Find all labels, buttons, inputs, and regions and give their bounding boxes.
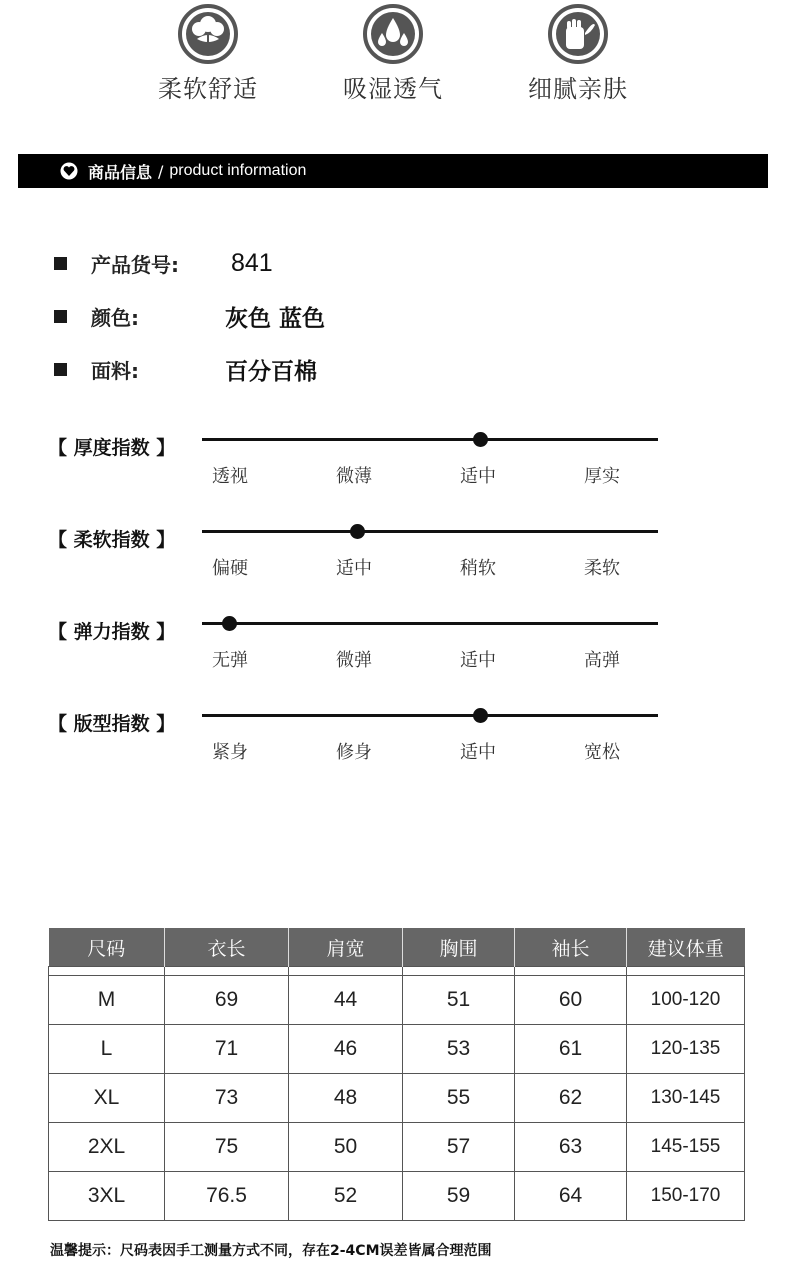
table-row: [49, 1074, 745, 1123]
bullet-square: [54, 257, 67, 270]
table-header-cell: 建议体重: [627, 928, 745, 967]
table-cell: 55: [403, 1074, 515, 1123]
table-cell: 63: [515, 1123, 627, 1172]
table-header-row: [49, 928, 745, 967]
bullet-square: [54, 363, 67, 376]
index-option: 柔软: [584, 558, 620, 579]
feature-breathable: [313, 0, 473, 104]
index-option: 稍软: [460, 558, 496, 579]
elasticity-index: [0, 622, 790, 682]
index-marker: [350, 524, 365, 539]
index-option: 高弹: [584, 650, 620, 671]
table-cell: 130-145: [627, 1074, 745, 1123]
table-header-cell: 衣长: [165, 928, 289, 967]
index-marker: [473, 432, 488, 447]
table-cell: 44: [289, 976, 403, 1025]
table-cell: 50: [289, 1123, 403, 1172]
water-drops-icon: [362, 3, 424, 65]
index-title: 【 柔软指数 】: [48, 529, 176, 551]
hand-leaf-icon: [547, 3, 609, 65]
spec-label: 颜色:: [91, 305, 139, 330]
table-cell: 69: [165, 976, 289, 1025]
feature-soft: [128, 0, 288, 104]
spec-label: 面料:: [91, 358, 139, 383]
table-cell: 46: [289, 1025, 403, 1074]
table-cell: 75: [165, 1123, 289, 1172]
index-option: 适中: [460, 466, 496, 487]
table-cell: L: [49, 1025, 165, 1074]
table-cell: 120-135: [627, 1025, 745, 1074]
table-cell: 59: [403, 1172, 515, 1221]
index-marker: [222, 616, 237, 631]
index-option: 紧身: [212, 742, 248, 763]
table-cell: 61: [515, 1025, 627, 1074]
index-option: 适中: [460, 650, 496, 671]
table-cell: 60: [515, 976, 627, 1025]
section-separator: /: [158, 161, 164, 181]
table-cell: 53: [403, 1025, 515, 1074]
table-cell: XL: [49, 1074, 165, 1123]
index-track: [202, 438, 658, 441]
thickness-index: [0, 438, 790, 498]
index-option: 宽松: [584, 742, 620, 763]
table-cell: 64: [515, 1172, 627, 1221]
feature-label: 细腻亲肤: [528, 75, 628, 103]
softness-index: [0, 530, 790, 590]
index-track: [202, 530, 658, 533]
table-cell: 73: [165, 1074, 289, 1123]
index-option: 适中: [336, 558, 372, 579]
index-title: 【 版型指数 】: [48, 713, 176, 735]
index-option: 厚实: [584, 466, 620, 487]
section-title-en: product information: [169, 162, 307, 179]
index-track: [202, 622, 658, 625]
index-marker: [473, 708, 488, 723]
table-cell: 100-120: [627, 976, 745, 1025]
feature-label: 柔软舒适: [158, 75, 258, 103]
section-title-cn: 商品信息: [88, 162, 153, 182]
spec-color: [54, 301, 325, 331]
table-row: [49, 1172, 745, 1221]
spec-item-number: [54, 248, 273, 278]
table-cell: 62: [515, 1074, 627, 1123]
index-option: 微薄: [336, 466, 372, 487]
spec-value: 841: [231, 248, 273, 277]
index-option: 无弹: [212, 650, 248, 671]
table-header-cell: 肩宽: [289, 928, 403, 967]
table-header-cell: 胸围: [403, 928, 515, 967]
index-title: 【 厚度指数 】: [48, 437, 176, 459]
table-cell: 145-155: [627, 1123, 745, 1172]
table-cell: 51: [403, 976, 515, 1025]
index-option: 透视: [212, 466, 248, 487]
product-info-header: [18, 154, 768, 188]
spec-value: 灰色 蓝色: [225, 305, 326, 332]
table-cell: 48: [289, 1074, 403, 1123]
table-spacer-row: [49, 967, 745, 976]
fit-index: [0, 714, 790, 774]
table-cell: 2XL: [49, 1123, 165, 1172]
spec-value: 百分百棉: [225, 358, 317, 385]
index-option: 微弹: [336, 650, 372, 671]
spec-label: 产品货号:: [91, 252, 179, 277]
index-option: 偏硬: [212, 558, 248, 579]
index-title: 【 弹力指数 】: [48, 621, 176, 643]
table-cell: 57: [403, 1123, 515, 1172]
heart-icon: [60, 162, 78, 180]
table-cell: 52: [289, 1172, 403, 1221]
index-option: 修身: [336, 742, 372, 763]
bullet-square: [54, 310, 67, 323]
table-header-cell: 尺码: [49, 928, 165, 967]
feature-label: 吸湿透气: [343, 75, 443, 103]
size-note: 温馨提示：尺码表因手工测量方式不同，存在2-4CM误差皆属合理范围: [50, 1243, 492, 1259]
size-table: [48, 928, 745, 1221]
table-cell: 3XL: [49, 1172, 165, 1221]
cotton-flower-icon: [177, 3, 239, 65]
table-cell: 150-170: [627, 1172, 745, 1221]
table-header-cell: 袖长: [515, 928, 627, 967]
table-cell: 71: [165, 1025, 289, 1074]
table-cell: 76.5: [165, 1172, 289, 1221]
spec-fabric: [54, 354, 317, 384]
table-cell: M: [49, 976, 165, 1025]
table-row: [49, 1025, 745, 1074]
table-row: [49, 1123, 745, 1172]
table-row: [49, 976, 745, 1025]
feature-skin-friendly: [498, 0, 658, 104]
index-track: [202, 714, 658, 717]
index-option: 适中: [460, 742, 496, 763]
